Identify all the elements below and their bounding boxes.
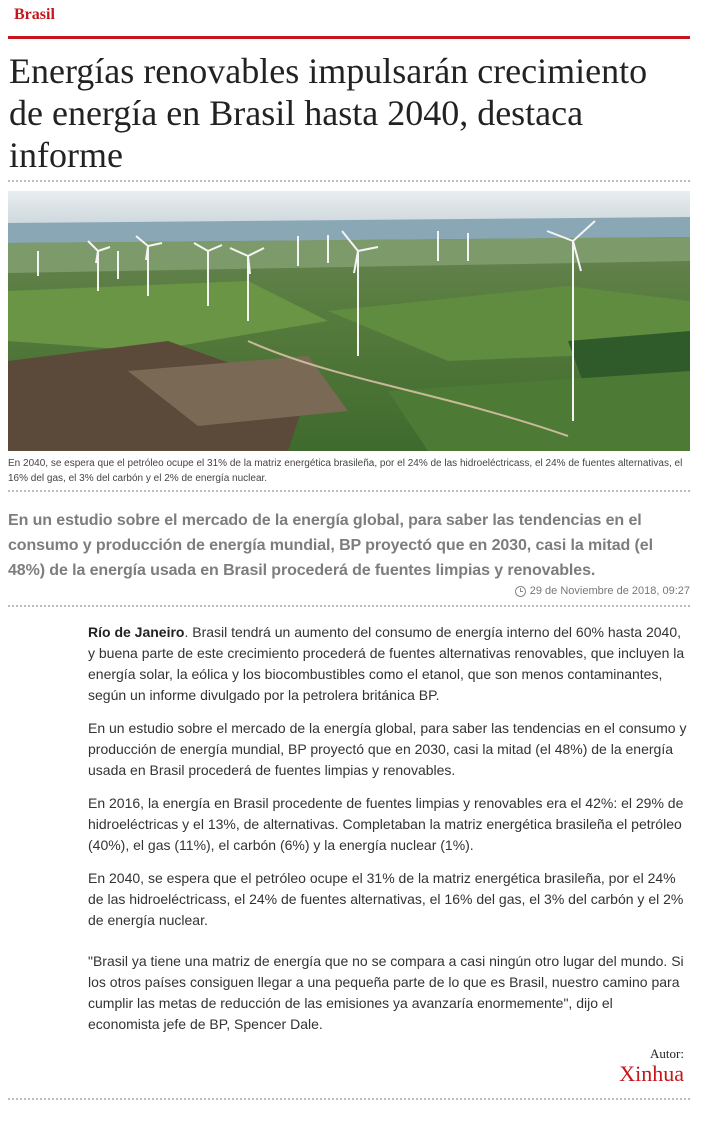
date-text: 29 de Noviembre de 2018, 09:27: [529, 585, 690, 597]
author-name: Xinhua: [619, 1061, 684, 1086]
divider: [8, 605, 690, 607]
wind-farm-photo: [8, 191, 690, 451]
publish-date: [515, 585, 690, 597]
article-body: [88, 622, 688, 1047]
paragraph: En 2040, se espera que el petróleo ocupe el 31% de la matriz energética brasileña, por el 24% de las hidroeléctricass, el 24% de fuentes alternativas, el 16% del gas, el 3% del carbón y el 2% de energía nuclear.: [88, 870, 684, 928]
clock-icon: [515, 586, 526, 597]
section-link[interactable]: Brasil: [14, 6, 55, 23]
author-label: Autor:: [650, 1046, 684, 1061]
section-header: [8, 0, 690, 39]
paragraph: Río de Janeiro. Brasil tendrá un aumento del consumo de energía interno del 60% hasta 2040, y buena parte de este crecimiento procederá de fuentes alternativas renovables, que incluyen la energía solar, la eólica y los biocombustibles como el etanol, que son menos contaminantes, según un informe divulgado por la petrolera británica BP.: [88, 624, 685, 703]
divider: [8, 1098, 690, 1100]
article-title: Energías renovables impulsarán crecimiento de energía en Brasil hasta 2040, destaca informe: [9, 51, 648, 175]
article-lead: En un estudio sobre el mercado de la energía global, para saber las tendencias en el consumo y producción de energía mundial, BP proyectó que en 2030, casi la mitad (el 48%) de la energía usada en Brasil procederá de fuentes limpias y renovables.: [8, 512, 653, 579]
dateline-city: Río de Janeiro: [88, 624, 185, 640]
divider: [8, 180, 690, 182]
image-caption: En 2040, se espera que el petróleo ocupe el 31% de la matriz energética brasileña, por el 24% de las hidroeléctricass, el 24% de fuentes alternativas, el 16% del gas, el 3% del carbón y el 2% de energía nuclear.: [8, 458, 683, 484]
quote-paragraph: "Brasil ya tiene una matriz de energía que no se compara a casi ningún otro lugar del mundo. Si los otros países consiguen llegar a una pequeña parte de lo que es Brasil, nuestro camino para cumplir las metas de reducción de las emisiones ya avanzaría enormemente", dijo el economista jefe de BP, Spencer Dale.: [88, 953, 684, 1032]
paragraph: En 2016, la energía en Brasil procedente de fuentes limpias y renovables era el 42%: el 29% de hidroeléctricas y el 13%, de alternativas. Completaban la matriz energética brasileña el petróleo (40%), el gas (11%), el carbón (6%) y la energía nuclear (1%).: [88, 795, 684, 853]
divider: [8, 490, 690, 492]
paragraph: En un estudio sobre el mercado de la energía global, para saber las tendencias en el consumo y producción de energía mundial, BP proyectó que en 2030, casi la mitad (el 48%) de la energía usada en Brasil procederá de fuentes limpias y renovables.: [88, 720, 687, 778]
author-block: [619, 1046, 684, 1086]
